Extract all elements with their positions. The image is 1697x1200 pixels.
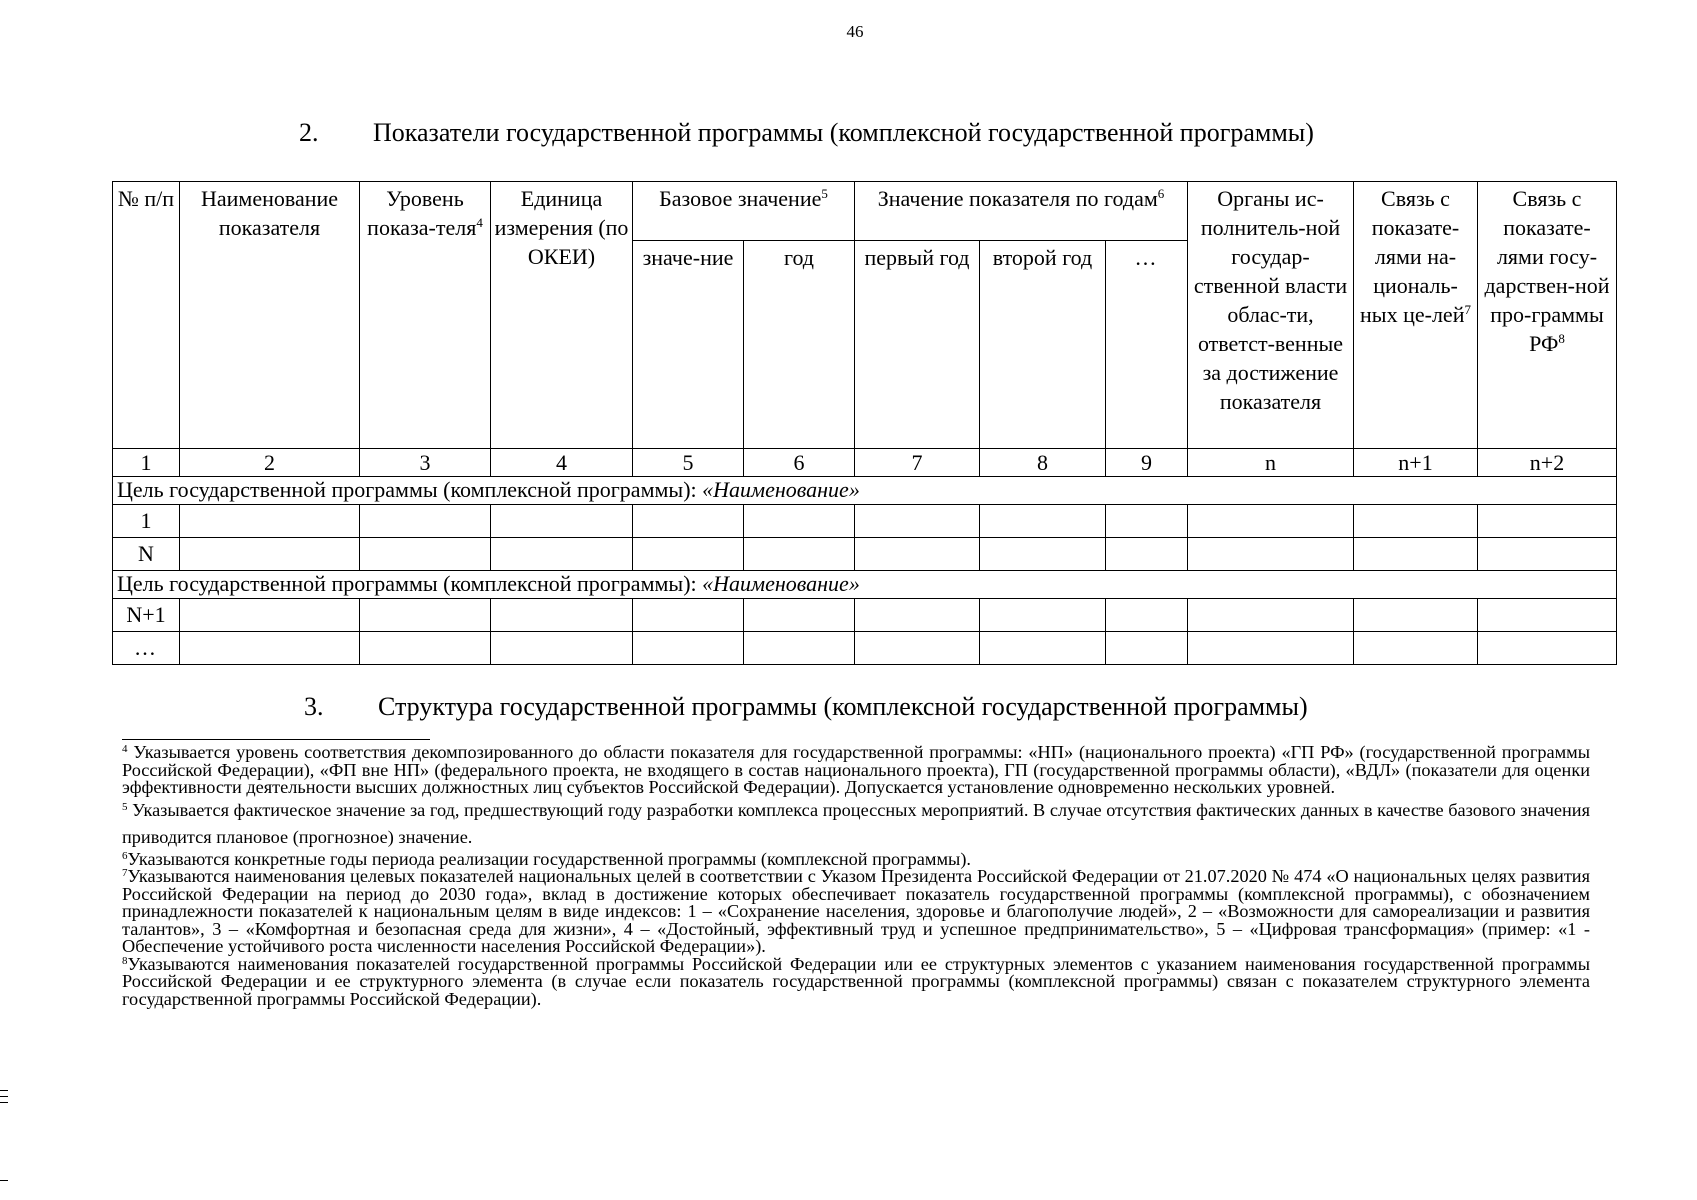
header-base-year: год [744,241,855,449]
goal-name: «Наименование» [702,477,860,502]
footnote-ref-7: 7 [1464,302,1471,317]
footnote-ref-5: 5 [821,186,828,201]
footnotes [122,744,1590,1008]
header-base-value-value: значе-ние [633,241,744,449]
table-cell [1106,538,1188,571]
footnote-5 [122,797,1590,851]
table-cell [360,538,491,571]
table-cell [491,505,633,538]
goal-label: Цель государственной программы (комплексной программы): [117,571,697,596]
column-number: 3 [360,449,491,477]
header-unit: Единица измерения (по ОКЕИ) [491,182,633,449]
footnote-6-mark: 6 [122,849,128,862]
table-cell [1188,632,1354,665]
table-cell [1188,599,1354,632]
column-number: 1 [113,449,180,477]
table-cell [1106,505,1188,538]
table-cell [744,505,855,538]
footnote-ref-4: 4 [476,215,483,230]
table-cell [1188,538,1354,571]
section-2-number: 2. [299,118,319,147]
table-cell [491,538,633,571]
column-number: n+1 [1354,449,1478,477]
header-values-text: Значение показателя по годам [877,186,1158,211]
table-row [113,599,1617,632]
table-cell [360,599,491,632]
scan-edge-mark [0,1090,8,1091]
table-cell [980,599,1106,632]
row-number: N [113,538,180,571]
column-number: n+2 [1478,449,1617,477]
table-cell [1188,505,1354,538]
header-name: Наименование показателя [180,182,360,449]
footnote-6-text: Указываются конкретные годы периода реализации государственной программы (комплексной программы). [127,848,971,869]
table-cell [744,632,855,665]
table-cell [1354,505,1478,538]
table-row [113,632,1617,665]
table-cell [180,538,360,571]
page-number: 46 [846,22,864,41]
indicators-table [112,181,1617,665]
goal-label: Цель государственной программы (комплексной программы): [117,477,697,502]
row-number: 1 [113,505,180,538]
row-number: … [113,632,180,665]
footnote-8 [122,953,1590,1009]
table-cell [1106,599,1188,632]
table-cell [744,599,855,632]
footnote-ref-8: 8 [1558,331,1565,346]
table-cell [1354,538,1478,571]
table-cell [180,505,360,538]
footnote-5-mark: 5 [122,800,128,813]
table-cell [1478,505,1617,538]
header-year-2: второй год [980,241,1106,449]
goal-cell [113,571,1617,599]
header-base-value [633,182,855,241]
scan-edge-mark [0,1180,8,1181]
column-number: 8 [980,449,1106,477]
table-cell [180,632,360,665]
header-num: № п/п [113,182,180,449]
header-values-by-year [855,182,1188,241]
table-cell [633,632,744,665]
header-level [360,182,491,449]
footnote-8-mark: 8 [122,954,128,967]
section-3-title: Структура государственной программы (комплексной государственной программы) [378,692,1308,721]
footnote-ref-6: 6 [1157,186,1165,201]
table-cell [633,599,744,632]
column-number: 7 [855,449,980,477]
header-level-text: Уровень показа-теля [367,186,477,240]
footnote-4 [122,744,1590,797]
header-national-goals [1354,182,1478,449]
table-cell [980,632,1106,665]
table-cell [1106,632,1188,665]
table-cell [855,505,980,538]
goal-cell [113,477,1617,505]
table-cell [360,632,491,665]
header-year-1: первый год [855,241,980,449]
footnote-7-mark: 7 [122,867,128,879]
table-cell [1478,538,1617,571]
header-row-1 [113,182,1617,241]
footnote-7-text: Указываются наименования целевых показателей национальных целей в соответствии с Указом Президента Российской Федерации от 21.07.2020 № 474 «О национальных целях развития Российской Федерации на период до 2030 года», вклад в достижение которых обеспечивает показатель государственной программы (комплексной программы), с обозначением принадлежности показателей к национальным целям в виде индексов: 1 – «Сохранение населения, здоровье и благополучие людей», 2 – «Возможности для самореализации и развития талантов», 3 – «Комфортная и безопасная среда для жизни», 4 – «Достойный, эффективный труд и успешное предпринимательство», 5 – «Цифровая трансформация» (пример: «1 - Обеспечение устойчивого роста численности населения Российской Федерации»). [122,866,1590,956]
column-number: 5 [633,449,744,477]
table-cell [980,538,1106,571]
table-cell [1354,632,1478,665]
header-base-text: Базовое значение [659,186,822,211]
table-row [113,538,1617,571]
column-number: 6 [744,449,855,477]
header-year-more: … [1106,241,1188,449]
table-cell [180,599,360,632]
footnote-4-text: Указывается уровень соответствия декомпозированного до области показателя для государственной программы: «НП» (национального проекта) «ГП РФ» (государственной программы Российской Федерации), «ФП вне НП» (федерального проекта, не входящего в состав национального проекта), ГП (государственной программы области), «ВДЛ» (показатели для оценки эффективности деятельности высших должностных лиц субъектов Российской Федерации). Допускается установление одновременно нескольких уровней. [122,742,1590,797]
footnote-separator [122,739,430,740]
table-cell [744,538,855,571]
column-number: 9 [1106,449,1188,477]
footnote-8-text: Указываются наименования показателей государственной программы Российской Федерации или ее структурных элементов с указанием наименования государственной программы Российской Федерации и ее структурного элемента (в случае если показатель государственной программы (комплексной программы) связан с показателем структурного элемента государственной программы Российской Федерации). [122,953,1590,1009]
header-rf-program-text: Связь с показате-лями госу-дарствен-ной про-граммы РФ [1484,186,1610,356]
scan-edge-mark [0,1102,8,1103]
column-number: 2 [180,449,360,477]
footnote-4-mark: 4 [122,743,128,755]
footnote-5-text: Указывается фактическое значение за год, предшествующий году разработки комплекса процессных мероприятий. В случае отсутствия фактических данных в качестве базового значения приводится плановое (прогнозное) значение. [122,799,1590,847]
scan-edge-mark [0,1096,8,1097]
table-cell [1354,599,1478,632]
goal-name: «Наименование» [702,571,860,596]
header-authorities: Органы ис-полнитель-ной государ-ственной власти облас-ти, ответст-венные за достижение показателя [1188,182,1354,449]
section-3-number: 3. [304,692,324,721]
table-cell [980,505,1106,538]
table-cell [855,538,980,571]
header-national-goals-text: Связь с показате-лями на-циональ-ных це-лей [1360,186,1465,327]
table-cell [360,505,491,538]
table-cell [633,538,744,571]
header-rf-program [1478,182,1617,449]
goal-row [113,477,1617,505]
table-cell [855,632,980,665]
table-cell [1478,632,1617,665]
row-number: N+1 [113,599,180,632]
goal-row [113,571,1617,599]
column-numbers-row [113,449,1617,477]
column-number: 4 [491,449,633,477]
table-cell [491,599,633,632]
table-cell [855,599,980,632]
section-2-title: Показатели государственной программы (комплексной государственной программы) [373,118,1314,147]
table-cell [491,632,633,665]
footnote-7 [122,868,1590,956]
table-cell [1478,599,1617,632]
column-number: n [1188,449,1354,477]
table-cell [633,505,744,538]
table-row [113,505,1617,538]
